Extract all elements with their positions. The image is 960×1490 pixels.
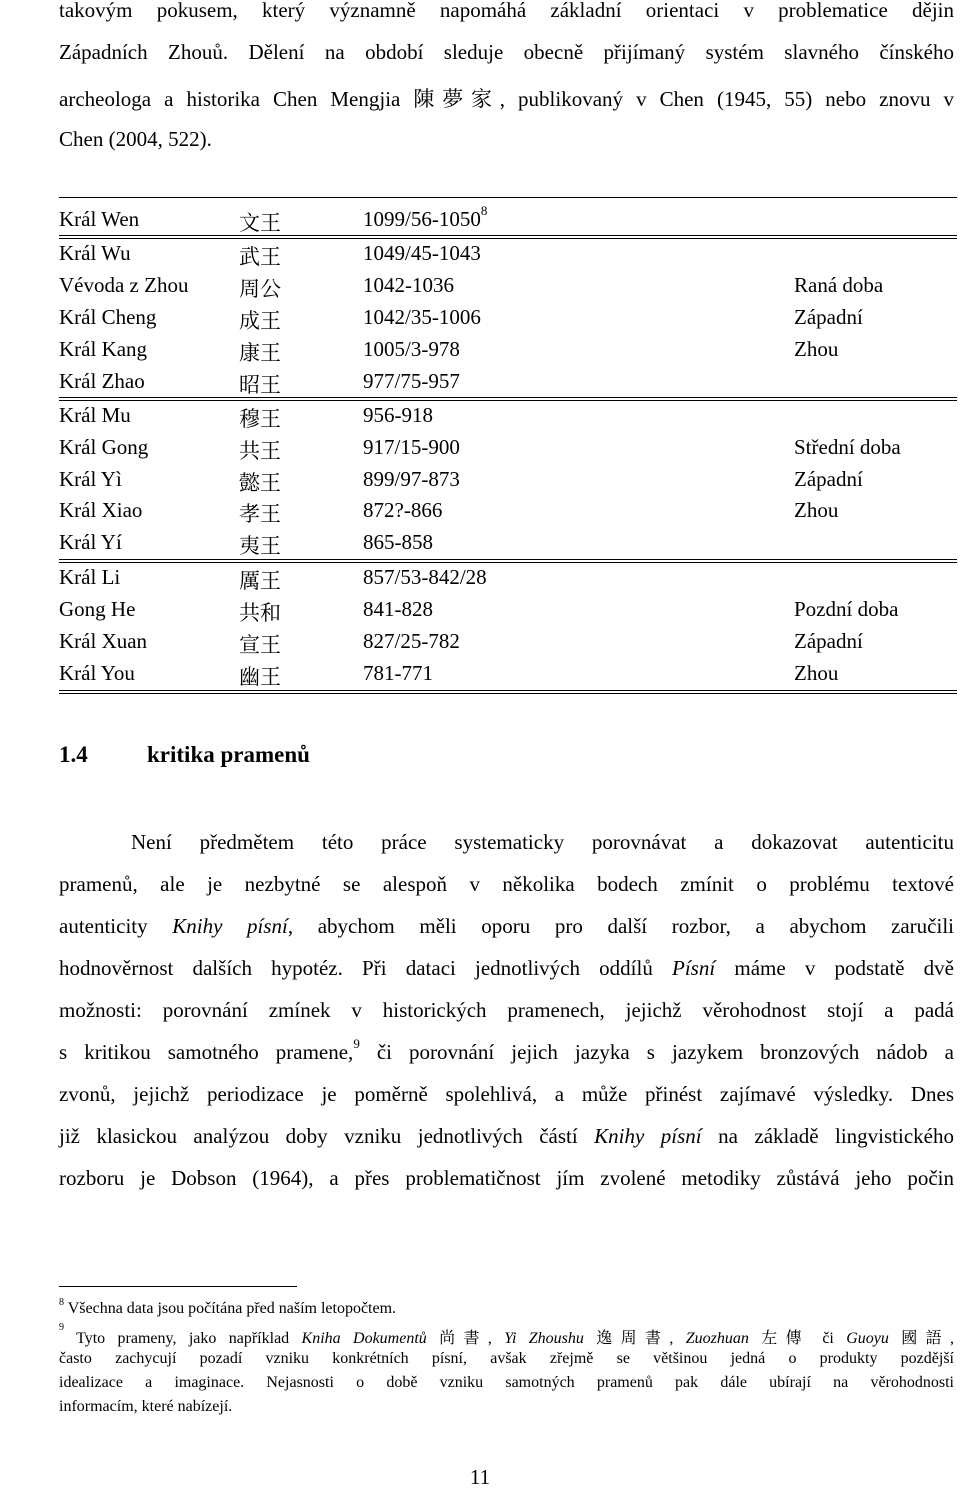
king-name: Král Gong xyxy=(59,435,149,459)
footnote-number: 8 xyxy=(59,1297,64,1308)
period-label: Západní xyxy=(794,467,863,491)
source-title: Kniha Dokumentů xyxy=(301,1330,427,1347)
king-name: Král Yí xyxy=(59,530,122,554)
text-run: hodnověrnost dalších hypotéz. Při dataci jednotlivých oddílů xyxy=(59,956,673,980)
king-dates: 1005/3-978 xyxy=(363,337,460,361)
paragraph-line xyxy=(59,1124,954,1149)
intro-line-1: takovým pokusem, který významně napomáhá základní orientaci v problematice dějin xyxy=(59,0,954,22)
king-name: Král Xuan xyxy=(59,629,148,653)
intro-line-3: archeologa a historika Chen Mengjia 陳夢家, publikovaný v Chen (1945, 55) nebo znovu v xyxy=(59,87,954,111)
footnote-9-line: idealizace a imaginace. Nejasnosti o době vzniku samotných pramenů pak dále ubírají na věrohodnosti xyxy=(59,1374,954,1391)
paragraph-line xyxy=(59,1036,954,1065)
footnote-8 xyxy=(59,1297,954,1318)
king-name: Král You xyxy=(59,661,135,685)
king-dates: 841-828 xyxy=(363,597,433,621)
section-title: kritika pramenů xyxy=(147,742,310,767)
footnote-text: 左傳 či xyxy=(748,1330,847,1347)
king-dates: 865-858 xyxy=(363,530,433,554)
king-chinese: 共和 xyxy=(239,601,281,625)
king-dates: 781-771 xyxy=(363,661,433,685)
king-dates: 917/15-900 xyxy=(363,435,460,459)
period-label: Raná doba xyxy=(794,273,884,297)
period-label: Střední doba xyxy=(794,435,901,459)
paragraph-line: možnosti: porovnání zmínek v historických pramenech, jejichž věrohodnost stojí a padá xyxy=(59,998,954,1022)
king-chinese: 康王 xyxy=(239,341,281,365)
book-title: Písní xyxy=(672,956,716,980)
source-title: Yi Zhoushu xyxy=(504,1330,584,1347)
king-name: Král Zhao xyxy=(59,369,145,393)
footnote-text: Všechna data jsou počítána před naším letopočtem. xyxy=(64,1300,397,1317)
footnote-text: Tyto prameny, jako například xyxy=(64,1330,302,1347)
footnote-ref-8: 8 xyxy=(480,203,488,218)
text-run: s kritikou samotného pramene, xyxy=(59,1040,354,1064)
section-heading xyxy=(59,742,310,768)
table-rule xyxy=(59,235,957,239)
footnote-ref-9: 9 xyxy=(353,1036,360,1051)
paragraph-line xyxy=(59,956,954,981)
king-name: Král Li xyxy=(59,565,121,589)
intro-line-2: Západních Zhouů. Dělení na období sleduje obecně přijímaný systém slavného čínského xyxy=(59,40,954,64)
king-chinese: 幽王 xyxy=(239,665,281,689)
text-run: , abychom měli oporu pro další rozbor, a abychom zaručili xyxy=(287,914,955,938)
king-chinese: 宣王 xyxy=(239,633,281,657)
king-dates: 1042/35-1006 xyxy=(363,305,481,329)
king-dates: 899/97-873 xyxy=(363,467,460,491)
footnote-text: 逸周書, xyxy=(583,1330,686,1347)
text-run: či porovnání jejich jazyka s jazykem bronzových nádob a xyxy=(359,1040,954,1064)
king-name: Král Cheng xyxy=(59,305,157,329)
king-chinese: 共王 xyxy=(239,439,281,463)
text-run: na základě lingvistického xyxy=(701,1124,954,1148)
footnote-text: 尚書, xyxy=(426,1330,505,1347)
paragraph-line: Není předmětem této práce systematicky porovnávat a dokazovat autenticitu xyxy=(131,830,954,854)
king-chinese: 穆王 xyxy=(239,407,281,431)
king-dates: 1049/45-1043 xyxy=(363,241,481,265)
king-name: Král Xiao xyxy=(59,498,143,522)
section-number: 1.4 xyxy=(59,742,88,767)
king-chinese: 成王 xyxy=(239,309,281,333)
king-chinese: 武王 xyxy=(239,245,281,269)
king-chinese: 懿王 xyxy=(239,471,281,495)
king-dates: 857/53-842/28 xyxy=(363,565,487,589)
page-number: 11 xyxy=(469,1465,491,1489)
king-name: Král Mu xyxy=(59,403,131,427)
king-dates: 872?-866 xyxy=(363,498,443,522)
king-name: Král Wen xyxy=(59,207,140,231)
king-chinese: 夷王 xyxy=(239,534,281,558)
table-bottom-rule xyxy=(59,690,957,694)
king-dates: 827/25-782 xyxy=(363,629,460,653)
paragraph-line: zvonů, jejichž periodizace je poměrně spolehlivá, a může přinést zajímavé výsledky. Dnes xyxy=(59,1082,954,1106)
text-run: již klasickou analýzou doby vzniku jednotlivých částí xyxy=(59,1124,595,1148)
table-top-rule xyxy=(59,197,957,198)
source-title: Zuozhuan xyxy=(685,1330,749,1347)
paragraph-line: pramenů, ale je nezbytné se alespoň v několika bodech zmínit o problému textové xyxy=(59,872,954,896)
king-name: Král Yì xyxy=(59,467,122,491)
king-dates: 977/75-957 xyxy=(363,369,460,393)
king-name: Gong He xyxy=(59,597,136,621)
period-label: Západní xyxy=(794,305,863,329)
period-label: Zhou xyxy=(794,498,839,522)
king-dates: 956-918 xyxy=(363,403,433,427)
king-chinese: 孝王 xyxy=(239,502,281,526)
king-chinese: 文王 xyxy=(239,211,281,235)
king-name: Král Wu xyxy=(59,241,131,265)
king-dates xyxy=(363,203,488,232)
text-run: autenticity xyxy=(59,914,173,938)
period-label: Západní xyxy=(794,629,863,653)
king-chinese: 昭王 xyxy=(239,373,281,397)
period-label: Zhou xyxy=(794,661,839,685)
paragraph-line xyxy=(59,914,954,939)
dates-text: 1099/56-1050 xyxy=(363,207,481,231)
footnote-9 xyxy=(59,1322,954,1348)
footnote-9-line: často zachycují pozadí vzniku konkrétních písní, avšak zřejmě se většinou jedná o produkty pozdější xyxy=(59,1350,954,1367)
king-name: Vévoda z Zhou xyxy=(59,273,189,297)
table-rule xyxy=(59,559,957,563)
text-run: máme v podstatě dvě xyxy=(715,956,954,980)
king-chinese: 厲王 xyxy=(239,569,281,593)
period-label: Zhou xyxy=(794,337,839,361)
king-dates: 1042-1036 xyxy=(363,273,454,297)
source-title: Guoyu xyxy=(846,1330,889,1347)
intro-line-4: Chen (2004, 522). xyxy=(59,127,212,151)
king-chinese: 周公 xyxy=(239,277,281,301)
book-title: Knihy písní xyxy=(594,1124,702,1148)
table-rule xyxy=(59,397,957,401)
footnote-text: 國語, xyxy=(888,1330,954,1347)
book-title: Knihy písní xyxy=(172,914,288,938)
footnote-9-line: informacím, které nabízejí. xyxy=(59,1398,233,1415)
footnote-number: 9 xyxy=(59,1322,64,1333)
footnote-separator xyxy=(59,1286,297,1287)
period-label: Pozdní doba xyxy=(794,597,899,621)
king-name: Král Kang xyxy=(59,337,148,361)
paragraph-line: rozboru je Dobson (1964), a přes problematičnost jím zvolené metodiky zůstává jeho počin xyxy=(59,1166,954,1190)
